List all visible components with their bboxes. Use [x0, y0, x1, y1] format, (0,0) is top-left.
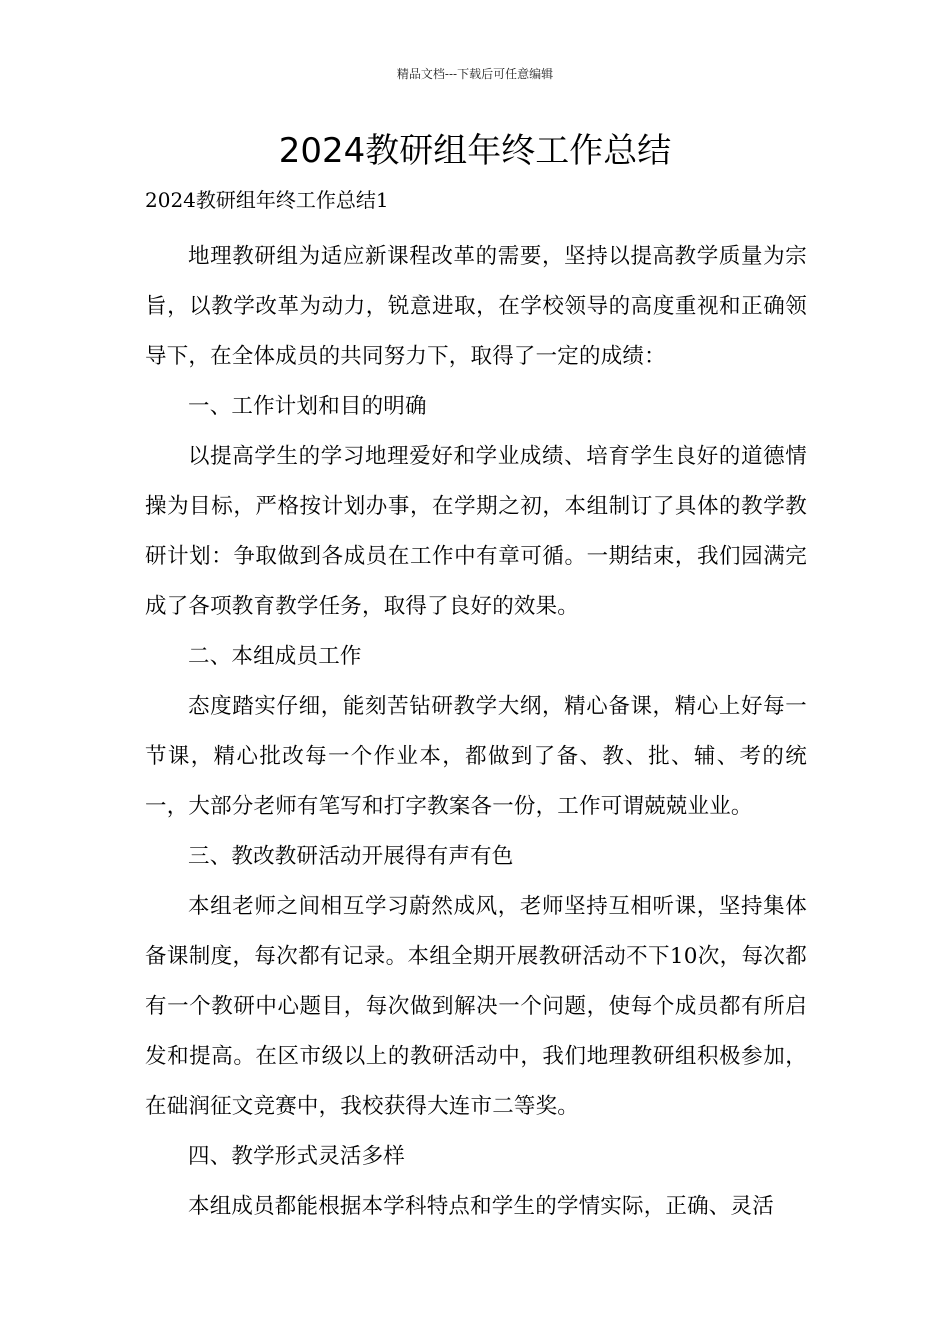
paragraph-section-1: 以提高学生的学习地理爱好和学业成绩、培育学生良好的道德情操为目标，严格按计划办事，在学期之初，本组制订了具体的教学教研计划：争取做到各成员在工作中有章可循。一期结束，我们园满完成了各项教育教学任务，取得了良好的效果。	[145, 444, 807, 619]
subtitle: 2024教研组年终工作总结1	[145, 188, 389, 212]
document-title: 2024教研组年终工作总结	[278, 131, 672, 171]
section-heading-4: 四、教学形式灵活多样	[188, 1144, 406, 1169]
paragraph-section-4: 本组成员都能根据本学科特点和学生的学情实际，正确、灵活	[188, 1194, 774, 1219]
section-heading-3: 三、教改教研活动开展得有声有色	[188, 844, 514, 869]
paragraph-section-2: 态度踏实仔细，能刻苦钻研教学大纲，精心备课，精心上好每一节课，精心批改每一个作业本，都做到了备、教、批、辅、考的统一，大部分老师有笔写和打字教案各一份，工作可谓兢兢业业。	[145, 694, 807, 819]
header-note: 精品文档---下载后可任意编辑	[396, 67, 554, 81]
paragraph-section-3: 本组老师之间相互学习蔚然成风，老师坚持互相听课，坚持集体备课制度，每次都有记录。本组全期开展教研活动不下10次，每次都有一个教研中心题目，每次做到解决一个问题，使每个成员都有所启发和提高。在区市级以上的教研活动中，我们地理教研组积极参加，在础润征文竞赛中，我校获得大连市二等奖。	[145, 894, 807, 1119]
document-body	[145, 183, 807, 1232]
section-heading-1: 一、工作计划和目的明确	[188, 394, 427, 419]
paragraph-intro: 地理教研组为适应新课程改革的需要，坚持以提高教学质量为宗旨，以教学改革为动力，锐意进取，在学校领导的高度重视和正确领导下，在全体成员的共同努力下，取得了一定的成绩：	[145, 244, 807, 369]
section-heading-2: 二、本组成员工作	[188, 644, 362, 669]
